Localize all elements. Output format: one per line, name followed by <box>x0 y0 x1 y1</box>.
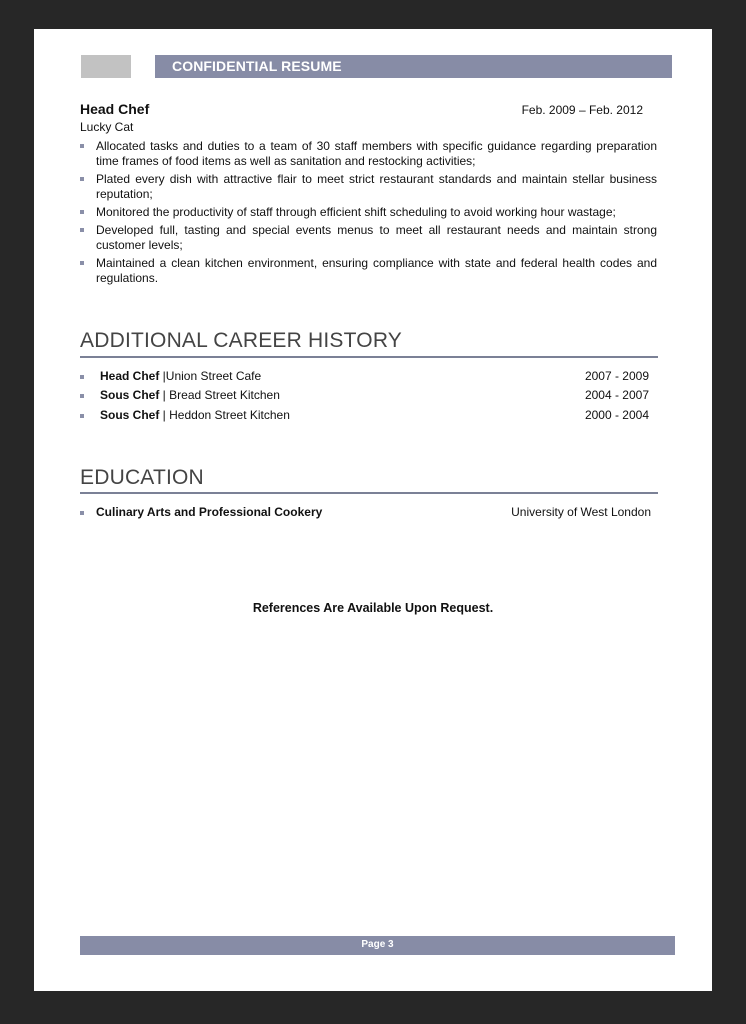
duty-text: Maintained a clean kitchen environment, ensuring compliance with state and federal health codes and regulations. <box>96 256 657 285</box>
separator: | <box>159 388 170 402</box>
career-row <box>80 369 649 385</box>
education-rule <box>80 492 658 494</box>
education-title: EDUCATION <box>80 466 204 489</box>
career-place: Union Street Cafe <box>165 369 262 383</box>
header-title: CONFIDENTIAL RESUME <box>172 58 342 74</box>
duty-text: Plated every dish with attractive flair to meet strict restaurant standards and maintain stellar business reputation; <box>96 172 657 201</box>
job-company: Lucky Cat <box>80 120 134 134</box>
career-place: Heddon Street Kitchen <box>169 408 290 422</box>
career-years: 2004 - 2007 <box>584 388 649 402</box>
list-item <box>80 172 657 202</box>
separator: | <box>159 408 170 422</box>
header-bar <box>155 55 672 78</box>
duty-text: Developed full, tasting and special events menus to meet all restaurant needs and maintain strong customer levels; <box>96 223 657 252</box>
footer-bar <box>80 936 675 955</box>
bullet-icon <box>80 511 84 515</box>
career-role: Head Chef <box>100 369 160 383</box>
page-number: Page 3 <box>361 939 394 950</box>
career-years: 2007 - 2009 <box>584 369 649 383</box>
job-duties-list <box>80 139 657 289</box>
career-row <box>80 408 649 424</box>
bullet-icon <box>80 414 84 418</box>
job-dates: Feb. 2009 – Feb. 2012 <box>521 103 643 117</box>
bullet-icon <box>80 177 84 181</box>
job-title: Head Chef <box>80 101 150 117</box>
education-row <box>80 505 649 521</box>
career-row <box>80 388 649 404</box>
list-item <box>80 223 657 253</box>
bullet-icon <box>80 394 84 398</box>
references-note: References Are Available Upon Request. <box>252 601 494 615</box>
career-years: 2000 - 2004 <box>584 408 649 422</box>
duty-text: Allocated tasks and duties to a team of 30 staff members with specific guidance regarding preparation time frames of food items as well as sanitation and restocking activities; <box>96 139 657 168</box>
education-institution: University of West London <box>511 505 651 519</box>
bullet-icon <box>80 261 84 265</box>
list-item <box>80 205 657 220</box>
list-item <box>80 256 657 286</box>
bullet-icon <box>80 210 84 214</box>
career-role: Sous Chef <box>100 408 160 422</box>
education-course: Culinary Arts and Professional Cookery <box>96 505 323 519</box>
duty-text: Monitored the productivity of staff through efficient shift scheduling to avoid working hour wastage; <box>96 205 616 219</box>
resume-page <box>34 29 712 991</box>
header-gray-block <box>81 55 131 78</box>
career-role: Sous Chef <box>100 388 160 402</box>
list-item <box>80 139 657 169</box>
bullet-icon <box>80 144 84 148</box>
bullet-icon <box>80 375 84 379</box>
bullet-icon <box>80 228 84 232</box>
career-history-title: ADDITIONAL CAREER HISTORY <box>80 329 403 352</box>
career-history-rule <box>80 356 658 358</box>
separator: | <box>159 369 166 383</box>
career-place: Bread Street Kitchen <box>169 388 280 402</box>
